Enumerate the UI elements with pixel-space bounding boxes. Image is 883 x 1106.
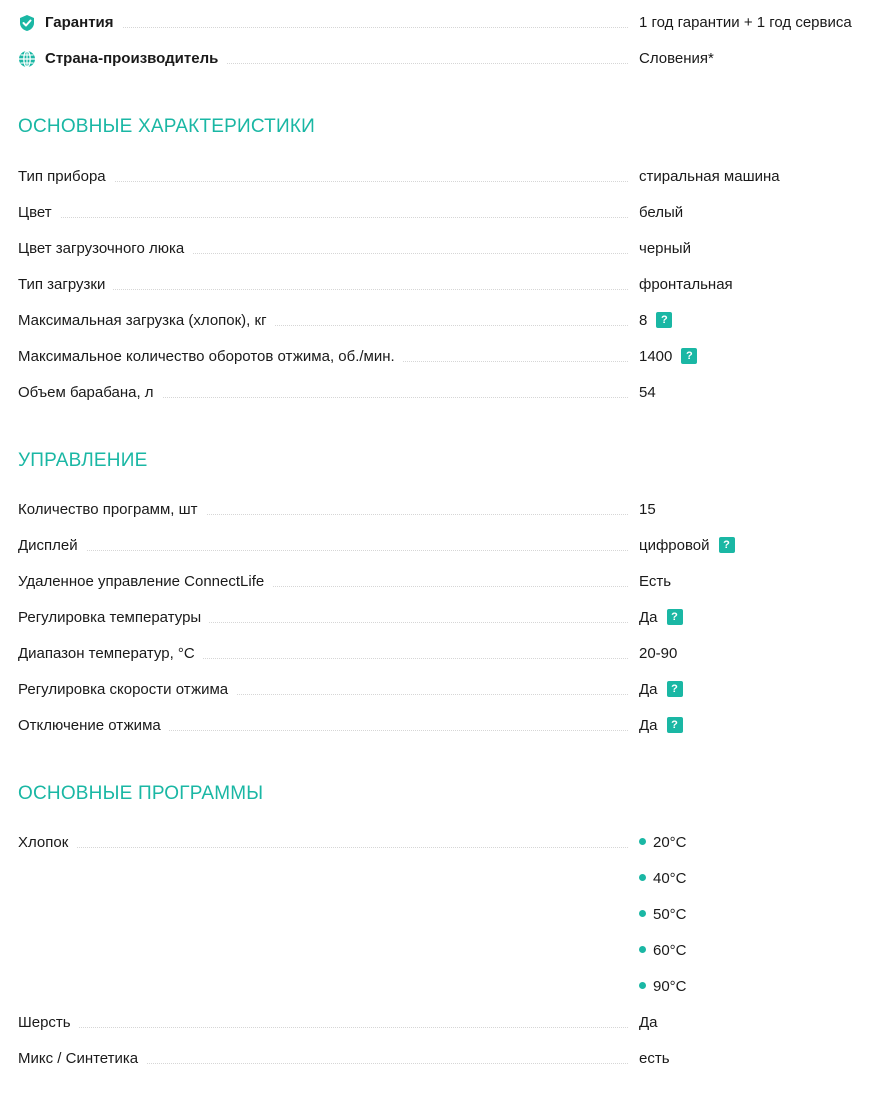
dotted-leader <box>18 550 628 551</box>
help-icon[interactable]: ? <box>667 609 683 625</box>
spec-label: Шерсть <box>18 1011 79 1035</box>
spec-value <box>639 678 683 702</box>
spec-label: Тип загрузки <box>18 273 113 297</box>
spec-label: Дисплей <box>18 534 86 558</box>
program-temp <box>639 831 687 855</box>
spec-value <box>639 345 697 369</box>
spec-value: 15 <box>639 501 656 518</box>
spec-value: фронтальная <box>639 276 733 293</box>
help-icon[interactable]: ? <box>667 717 683 733</box>
program-temp-text: 50°C <box>653 906 687 923</box>
spec-value-country: Словения* <box>639 50 714 67</box>
spec-value-text: 1400 <box>639 348 673 365</box>
spec-value-text: Да <box>639 717 658 734</box>
help-icon[interactable]: ? <box>719 537 735 553</box>
spec-label: Цвет загрузочного люка <box>18 237 192 261</box>
bullet-icon <box>639 838 646 845</box>
section-title-main: ОСНОВНЫЕ ХАРАКТЕРИСТИКИ <box>18 116 315 137</box>
spec-row <box>18 345 875 369</box>
spec-row <box>18 498 875 522</box>
spec-row <box>18 534 875 558</box>
spec-label: Объем барабана, л <box>18 381 162 405</box>
spec-value <box>639 606 683 630</box>
spec-value-warranty: 1 год гарантии + 1 год сервиса <box>639 14 852 31</box>
dotted-leader <box>18 847 628 848</box>
spec-label: Максимальная загрузка (хлопок), кг <box>18 309 275 333</box>
spec-row-mix <box>18 1047 875 1071</box>
globe-icon <box>18 50 36 68</box>
spec-row <box>18 606 875 630</box>
spec-row-warranty <box>18 11 875 35</box>
section-title-programs: ОСНОВНЫЕ ПРОГРАММЫ <box>18 783 264 804</box>
spec-row-cotton <box>18 831 875 855</box>
spec-label-country: Страна-производитель <box>18 47 226 71</box>
spec-row <box>18 273 875 297</box>
spec-label: Тип прибора <box>18 165 114 189</box>
program-temp-text: 40°C <box>653 870 687 887</box>
program-temp <box>639 939 687 963</box>
spec-label: Максимальное количество оборотов отжима, об./мин. <box>18 345 403 369</box>
spec-value <box>639 534 735 558</box>
help-icon[interactable]: ? <box>656 312 672 328</box>
spec-value: 20-90 <box>639 645 678 662</box>
spec-label: Удаленное управление ConnectLife <box>18 570 272 594</box>
spec-value: Да <box>639 1014 658 1031</box>
bullet-icon <box>639 874 646 881</box>
spec-row-country <box>18 47 875 71</box>
bullet-icon <box>639 946 646 953</box>
program-temp-text: 20°C <box>653 834 687 851</box>
spec-row <box>18 381 875 405</box>
program-temp-row <box>18 867 875 891</box>
program-temp <box>639 975 687 999</box>
section-title-control: УПРАВЛЕНИЕ <box>18 450 148 471</box>
help-icon[interactable]: ? <box>681 348 697 364</box>
spec-value <box>639 714 683 738</box>
program-temp-row <box>18 903 875 927</box>
spec-row <box>18 570 875 594</box>
bullet-icon <box>639 982 646 989</box>
spec-row-wool <box>18 1011 875 1035</box>
spec-label: Отключение отжима <box>18 714 169 738</box>
program-temp-text: 90°C <box>653 978 687 995</box>
spec-value: 54 <box>639 384 656 401</box>
spec-value-text: 8 <box>639 312 648 329</box>
spec-label: Количество программ, шт <box>18 498 206 522</box>
spec-value <box>639 309 672 333</box>
spec-row <box>18 642 875 666</box>
spec-row <box>18 237 875 261</box>
program-temp <box>639 867 687 891</box>
dotted-leader <box>18 1027 628 1028</box>
spec-value-text: цифровой <box>639 537 710 554</box>
spec-value: черный <box>639 240 691 257</box>
program-temp <box>639 903 687 927</box>
spec-label: Регулировка скорости отжима <box>18 678 236 702</box>
bullet-icon <box>639 910 646 917</box>
spec-label: Цвет <box>18 201 60 225</box>
spec-row <box>18 309 875 333</box>
spec-value-text: Да <box>639 609 658 626</box>
spec-row <box>18 714 875 738</box>
spec-label: Хлопок <box>18 831 76 855</box>
program-temp-text: 60°C <box>653 942 687 959</box>
spec-row <box>18 165 875 189</box>
spec-value: есть <box>639 1050 670 1067</box>
program-temp-row <box>18 975 875 999</box>
spec-label: Диапазон температур, °C <box>18 642 203 666</box>
spec-value: белый <box>639 204 684 221</box>
dotted-leader <box>18 217 628 218</box>
help-icon[interactable]: ? <box>667 681 683 697</box>
spec-row <box>18 201 875 225</box>
spec-value: Есть <box>639 573 672 590</box>
shield-check-icon <box>18 14 36 32</box>
spec-label: Микс / Синтетика <box>18 1047 146 1071</box>
program-temp-row <box>18 939 875 963</box>
spec-label: Регулировка температуры <box>18 606 209 630</box>
spec-label-warranty: Гарантия <box>18 11 122 35</box>
spec-value-text: Да <box>639 681 658 698</box>
spec-value: стиральная машина <box>639 168 780 185</box>
spec-row <box>18 678 875 702</box>
